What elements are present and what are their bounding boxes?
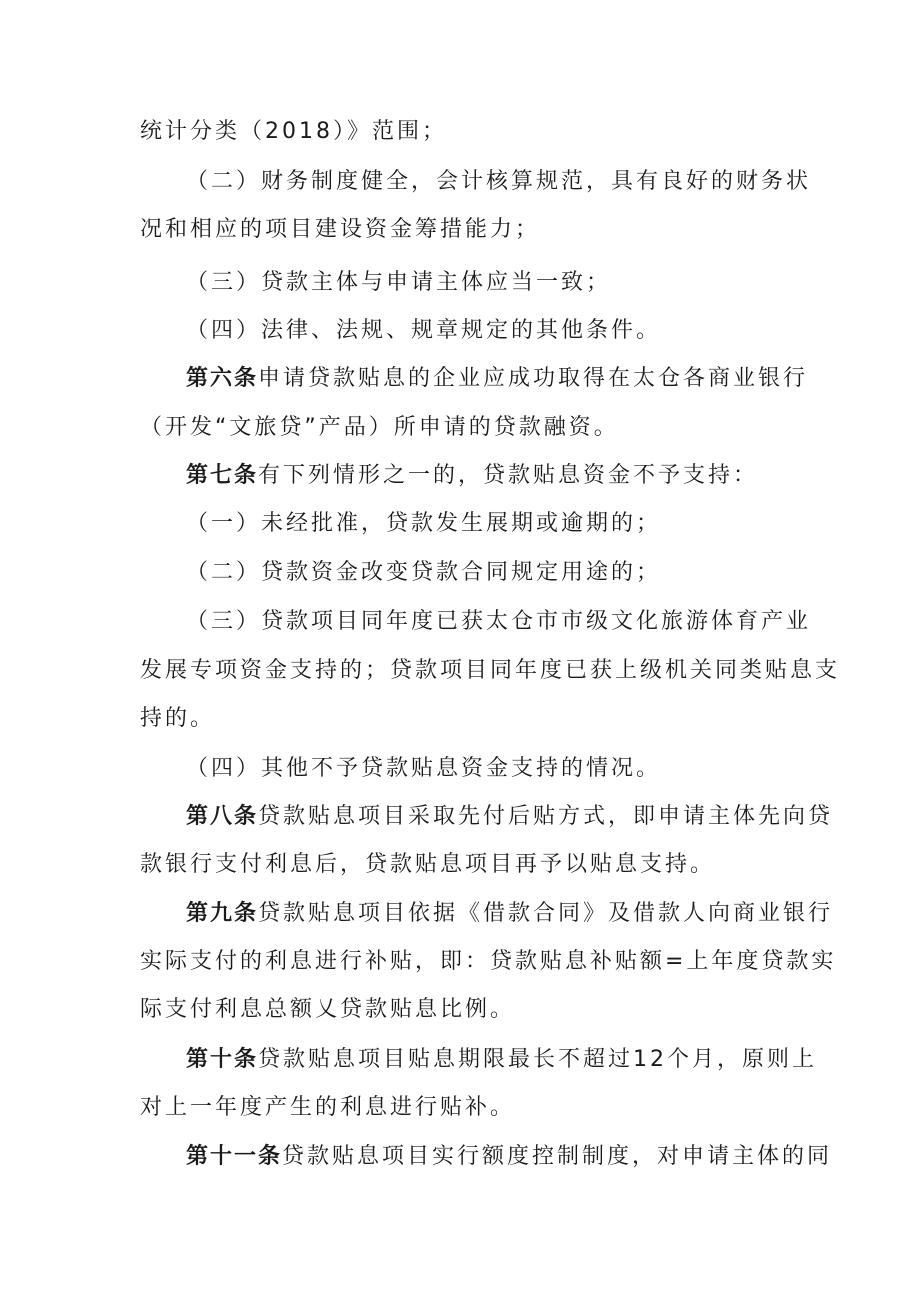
line-text: 申请贷款贴息的企业应成功取得在太仓各商业银行: [258, 366, 809, 391]
line-text: 贷款贴息项目采取先付后贴方式，即申请主体先向贷: [258, 804, 834, 829]
line-text: 发展专项资金支持的；贷款项目同年度已获上级机关同类贴息支: [140, 658, 841, 683]
line-text: 有下列情形之一的，贷款贴息资金不予支持：: [258, 463, 759, 488]
line-text: （二）财务制度健全，会计核算规范，具有良好的财务状: [186, 169, 812, 194]
line-text: 况和相应的项目建设资金筹措能力；: [140, 217, 541, 242]
line-text: 持的。: [140, 706, 216, 731]
text-line: [140, 117, 785, 147]
article-11-line: [186, 1142, 833, 1172]
line-text: 实际支付的利息进行补贴，即：贷款贴息补贴额=上年度贷款实: [140, 949, 837, 974]
text-line: [140, 413, 785, 443]
text-line: [186, 268, 786, 298]
article-7-heading: 第七条: [186, 463, 259, 488]
line-text: （三）贷款项目同年度已获太仓市市级文化旅游体育产业: [186, 609, 812, 634]
line-text: 对上一年度产生的利息进行贴补。: [140, 1095, 516, 1120]
article-8-heading: 第八条: [186, 804, 259, 829]
text-line: [186, 316, 786, 346]
text-line: [186, 167, 812, 197]
line-text: （开发“文旅贷”产品）所申请的贷款融资。: [140, 415, 619, 440]
article-10-line: [186, 1045, 818, 1075]
text-line: [140, 995, 785, 1025]
article-9-heading: 第九条: [186, 901, 259, 926]
line-text: 贷款贴息项目依据《借款合同》及借款人向商业银行: [258, 901, 834, 926]
article-6-line: [186, 364, 809, 394]
text-line: [186, 754, 786, 784]
line-text: （一）未经批准，贷款发生展期或逾期的；: [186, 511, 662, 536]
text-line: [140, 850, 785, 880]
line-text: 贷款贴息项目实行额度控制制度，对申请主体的同: [282, 1144, 833, 1169]
line-text: （二）贷款资金改变贷款合同规定用途的；: [186, 560, 662, 585]
text-line: [186, 509, 786, 539]
line-text: （三）贷款主体与申请主体应当一致；: [186, 270, 612, 295]
article-9-line: [186, 899, 834, 929]
text-line: [140, 1093, 785, 1123]
text-line: [140, 656, 841, 686]
line-text: 统计分类（2018）》范围；: [140, 119, 447, 144]
text-line: [140, 215, 785, 245]
line-text: 际支付利息总额乂贷款贴息比例。: [140, 997, 516, 1022]
line-text: 款银行支付利息后，贷款贴息项目再予以贴息支持。: [140, 852, 716, 877]
text-line: [140, 704, 785, 734]
line-text: （四）法律、法规、规章规定的其他条件。: [186, 318, 662, 343]
text-line: [186, 607, 812, 637]
text-line: [186, 558, 786, 588]
text-line: [140, 947, 837, 977]
article-10-heading: 第十条: [186, 1047, 259, 1072]
article-11-heading: 第十一条: [186, 1144, 283, 1169]
line-text: （四）其他不予贷款贴息资金支持的情况。: [186, 756, 662, 781]
article-8-line: [186, 802, 834, 832]
article-7-line: [186, 461, 786, 491]
article-6-heading: 第六条: [186, 366, 259, 391]
line-text: 贷款贴息项目贴息期限最长不超过12个月，原则上: [258, 1047, 818, 1072]
